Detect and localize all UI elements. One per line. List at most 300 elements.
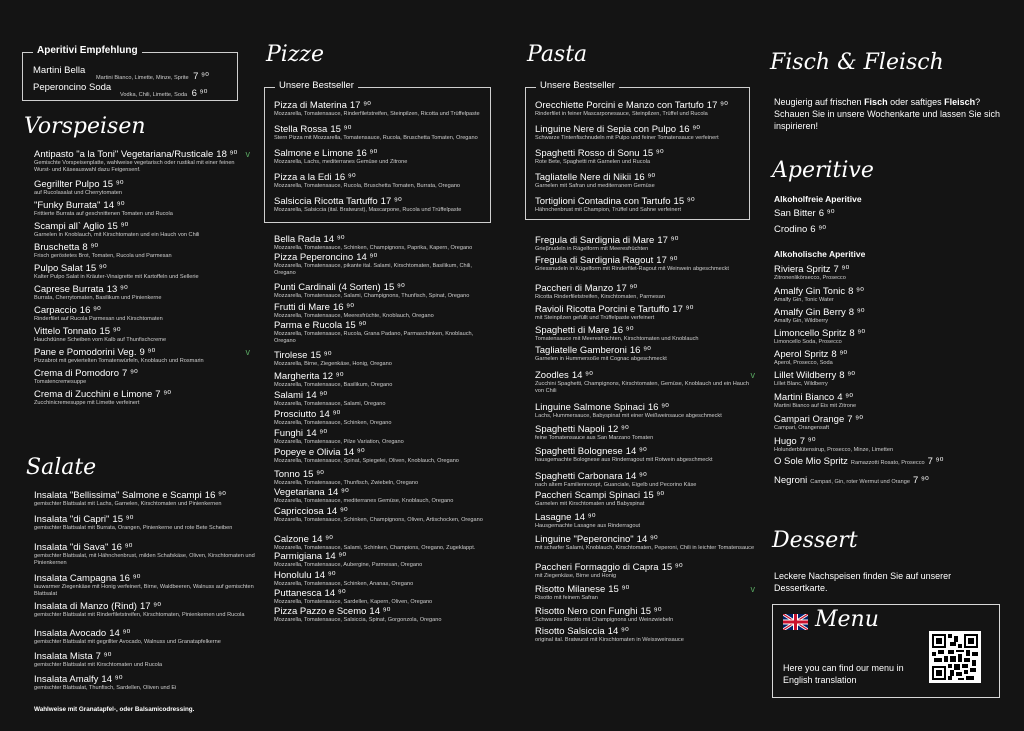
menu-item: [535, 345, 755, 363]
item-desc: Rinderfilet in feiner Mascarponesauce, Steinpilzen, Trüffel und Rucola: [535, 111, 708, 117]
english-menu-title: Menu: [815, 607, 879, 632]
item-desc: Risotto mit feinem Safran: [535, 595, 598, 601]
item-desc: Mozzarella, Birne, Ziegenkäse, Honig, Oregano: [274, 361, 392, 367]
item-name-text: Zoodles: [535, 370, 569, 381]
item-price: 15 ⁹⁰: [310, 350, 332, 361]
item-desc: Campari, Orangensaft: [774, 425, 830, 431]
menu-item: [274, 124, 489, 142]
item-name: [34, 149, 250, 160]
uk-flag-svg: [783, 614, 808, 630]
item-name-text: Insalata "di Capri": [34, 514, 110, 525]
item-price: 15 ⁹⁰: [673, 196, 695, 207]
item-desc: Hauchdünne Scheiben vom Kalb auf Thunfischcreme: [34, 337, 167, 343]
item-name: [535, 325, 755, 336]
item-name-text: "Funky Burrata": [34, 200, 101, 211]
menu-item: [34, 200, 250, 218]
item-desc: Mozzarella, Tomatensauce, Sardellen, Kapern, Oliven, Oregano: [274, 599, 433, 605]
item-desc: Amalfy Gin, Wildberry: [774, 318, 829, 324]
item-name: [34, 490, 256, 501]
menu-item: [274, 588, 494, 606]
aperitivi-box-title: Aperitivi Empfehlung: [33, 45, 142, 56]
item-desc: nach altem Familienrezept, Guanciale, Eigelb und Pecorino Käse: [535, 482, 697, 488]
item-price: 16 ⁹⁰: [119, 573, 141, 584]
menu-item: [274, 371, 494, 389]
menu-item: [34, 221, 250, 239]
item-name: [535, 172, 749, 183]
pizze-bestseller-box: [264, 80, 491, 223]
item-desc: Zucchinicremesuppe mit Limette verfeinert: [34, 400, 140, 406]
item-name: [535, 402, 755, 413]
item-name: [774, 475, 1006, 488]
item-desc: Mozzarella, Tomatensauce, Pilze Variation, Oregano: [274, 439, 404, 445]
item-desc: Burrata, Cherrytomaten, Basilikum und Pinienkerne: [34, 295, 162, 301]
item-desc: Vodka, Chili, Limette, Soda: [120, 92, 188, 98]
item-price: 17 ⁹⁰: [380, 196, 402, 207]
item-price: 15 ⁹⁰: [302, 469, 324, 480]
item-price: 14 ⁹⁰: [323, 234, 345, 245]
item-price: 8 ⁹⁰: [82, 242, 99, 253]
item-desc: Holunderblütensirup, Prosecco, Minze, Limetten: [774, 447, 894, 453]
menu-item: [34, 573, 256, 598]
item-name-text: Orecchiette Porcini e Manzo con Tartufo: [535, 100, 704, 111]
menu-item: [274, 100, 489, 118]
item-desc: gemischter Blattsalat, mit Hähnchenbrust, milden Schafskäse, Oliven, Kirschtomaten und Pinienkernen: [34, 553, 255, 566]
item-desc: Mozzarella, Tomatensauce, Rucola, Bruschetta Tomaten, Burrata, Oregano: [274, 183, 461, 189]
item-desc: Mozzarella, Tomatensauce, Rucola, Grana Padano, Parmaschinken, Knoblauch, Oregano: [274, 331, 474, 344]
menu-item: [535, 471, 755, 489]
item-name-text: Insalata Campagna: [34, 573, 117, 584]
item-name-text: Tagliatelle Gamberoni: [535, 345, 627, 356]
item-desc: Mozzarella, Lachs, mediterranes Gemüse und Zitrone: [274, 159, 408, 165]
item-desc: Mozzarella, Tomatensauce, Salsiccia, Spinat, Gorgonzola, Oregano: [274, 617, 442, 623]
menu-item: [274, 551, 494, 569]
item-name-text: Antipasto "a la Toni" Vegetariana/Rusticale: [34, 149, 214, 160]
menu-item: [34, 347, 250, 365]
item-price: 14 ⁹⁰: [311, 534, 333, 545]
item-name: [774, 224, 1004, 235]
item-name-text: Risotto Milanese: [535, 584, 606, 595]
item-name-text: Risotto Nero con Funghi: [535, 606, 638, 617]
item-desc: Ramazzotti Rosato, Prosecco: [850, 460, 925, 466]
item-desc: Mozzarella, Tomatensauce, Thunfisch, Zwiebeln, Oregano: [274, 480, 419, 486]
item-price: 17 ⁹⁰: [616, 283, 638, 294]
menu-item: [774, 328, 1006, 346]
item-name-text: O Sole Mio Spritz: [774, 456, 848, 467]
item-price: 13 ⁹⁰: [106, 284, 128, 295]
alkoholfrei-title: Alkoholfreie Aperitive: [774, 194, 862, 204]
item-price: 14 ⁹⁰: [103, 200, 125, 211]
item-desc: Griessnudeln in Kügelform mit Rinderfilet-Ragout mit Weinwein abgeschmeckt: [535, 266, 729, 272]
item-price: 7 ⁹⁰: [799, 436, 816, 447]
item-desc: gemischter Blattsalat mit Burrata, Orangen, Pinienkerne und rote Bete Scheiben: [34, 525, 233, 531]
qr-code-svg: [932, 634, 978, 680]
item-desc: Garnelen mit Safran und mediterranem Gemüse: [535, 183, 655, 189]
column-pizze: [264, 0, 496, 731]
item-name: [274, 447, 494, 458]
menu-item: [774, 307, 1006, 325]
item-name-text: Insalata Avocado: [34, 628, 107, 639]
item-price: 17 ⁹⁰: [139, 601, 162, 612]
item-price: 15 ⁹⁰: [107, 221, 129, 232]
item-name: [274, 390, 494, 401]
menu-item: [34, 179, 250, 197]
item-name-text: Spaghetti Napoli: [535, 424, 605, 435]
menu-item: [535, 196, 749, 214]
item-name: [274, 570, 494, 581]
menu-item: [535, 512, 755, 530]
item-name-text: Punti Cardinali (4 Sorten): [274, 282, 381, 293]
item-name: [34, 305, 250, 316]
item-price: 14 ⁹⁰: [607, 626, 629, 637]
item-name-text: Vittelo Tonnato: [34, 326, 97, 337]
item-name: [34, 542, 256, 553]
item-desc: Zucchini Spaghetti, Champignons, Kirschtomaten, Gemüse, Knoblauch und ein Hauch von Chili: [535, 381, 749, 394]
menu-item: [274, 252, 494, 277]
item-desc: Zitronenlikörsecco, Prosecco: [774, 275, 846, 281]
item-name-text: Linguine Nere di Sepia con Pulpo: [535, 124, 677, 135]
item-name: [34, 326, 250, 337]
item-name: [274, 100, 489, 111]
item-desc: hausgemachte Bolognese aus Rinderragout mit Rotwein abgeschmeckt: [535, 457, 713, 463]
item-name: [34, 200, 250, 211]
item-desc: Mozzarella, Tomatensauce, Schinken, Ananas, Oregano: [274, 581, 414, 587]
item-name-text: Gegrillter Pulpo: [34, 179, 100, 190]
item-desc: Mozzarella, Tomatensauce, Rinderfiletstreifen, Steinpilzen, Ricotta und Trüffelpaste: [274, 111, 480, 117]
item-name-text: Lasagne: [535, 512, 572, 523]
item-price: 8 ⁹⁰: [849, 328, 866, 339]
item-desc: Hähnchenbrust mit Champion, Trüffel und Sahne verfeinert: [535, 207, 682, 213]
item-name: [34, 389, 250, 400]
menu-item: [535, 148, 749, 166]
item-name: [535, 471, 755, 482]
item-name: [535, 304, 755, 315]
item-name: [774, 436, 1006, 447]
item-price: 16 ⁹⁰: [679, 124, 701, 135]
item-price: 16 ⁹⁰: [629, 345, 651, 356]
item-name: [274, 124, 489, 135]
item-price: 14 ⁹⁰: [101, 674, 123, 685]
menu-item: [535, 402, 755, 420]
item-name: [34, 651, 256, 662]
item-name-text: Salmone e Limone: [274, 148, 354, 159]
menu-item: [274, 506, 494, 524]
item-price: 16 ⁹⁰: [634, 172, 656, 183]
item-name-text: Pizza a la Edi: [274, 172, 332, 183]
item-name-text: Paccheri di Manzo: [535, 283, 614, 294]
item-name: [34, 573, 256, 584]
item-name-text: Spaghetti Rosso di Sonu: [535, 148, 640, 159]
item-name: [274, 487, 494, 498]
item-name-text: Tagliatelle Nere di Nikii: [535, 172, 632, 183]
item-desc: gemischter Blattsalat mit gegrillter Avocado, Walnuss und Granatapfelkerne: [34, 639, 221, 645]
item-desc: Aperol, Prosecco, Soda: [774, 360, 833, 366]
item-price: 7 ⁹⁰: [927, 456, 944, 467]
item-name-text: Pulpo Salat: [34, 263, 83, 274]
item-name: [774, 208, 1004, 219]
item-desc: Gemischte Vorspeisenplatte, wahlweise vegetarisch oder rustikal mit einer feinen Wurst- und Käseauswahl dazu Feigensenf.: [34, 160, 235, 173]
item-price: 17 ⁹⁰: [657, 235, 679, 246]
item-desc: Mozzarella, Salsiccia (ital. Bratwurst), Mascarpone, Rucola und Trüffelpaste: [274, 207, 462, 213]
item-name-text: Crema di Pomodoro: [34, 368, 120, 379]
fisch-fleisch-text: [774, 96, 1006, 132]
english-menu-text[interactable]: Here you can find our menu in English translation: [783, 663, 904, 685]
item-name-text: San Bitter: [774, 208, 816, 219]
item-price: 12 ⁹⁰: [607, 424, 629, 435]
item-price: 17 ⁹⁰: [706, 100, 728, 111]
item-price: 15 ⁹⁰: [661, 562, 683, 573]
item-name: [274, 371, 494, 382]
item-name-text: Campari Orange: [774, 414, 845, 425]
item-name: [274, 196, 489, 207]
item-price: 16 ⁹⁰: [647, 402, 669, 413]
vegetarian-icon: v: [245, 149, 250, 159]
item-price: 7 ⁹⁰: [193, 71, 209, 82]
item-name-text: Calzone: [274, 534, 309, 545]
item-price: 14 ⁹⁰: [625, 471, 647, 482]
item-name-text: Caprese Burrata: [34, 284, 104, 295]
menu-item: [34, 628, 256, 646]
item-name-text: Spaghetti di Mare: [535, 325, 610, 336]
item-price: 15 ⁹⁰: [99, 326, 121, 337]
item-price: 14 ⁹⁰: [306, 428, 328, 439]
item-desc: Rinderfilet auf Rucola Parmesan und Kirschtomaten: [34, 316, 163, 322]
item-name: [34, 601, 256, 612]
item-price: 14 ⁹⁰: [356, 252, 378, 263]
item-desc: Limoncello Soda, Prosecco: [774, 339, 842, 345]
menu-item: [274, 350, 494, 368]
item-name: [535, 490, 755, 501]
item-desc: Mozzarella, Tomatensauce, Spinat, Spiegelei, Oliven, Knoblauch, Oregano: [274, 458, 459, 464]
item-price: 14 ⁹⁰: [343, 447, 365, 458]
section-title-pasta: Pasta: [527, 42, 588, 67]
item-price: 7 ⁹⁰: [95, 651, 112, 662]
item-price: 15 ⁹⁰: [608, 584, 630, 595]
item-name: [34, 628, 256, 639]
item-name-text: Puttanesca: [274, 588, 322, 599]
salate-footer: Wahlweise mit Granatapfel-, oder Balsamicodressing.: [34, 706, 195, 713]
item-name-text: Popeye e Olivia: [274, 447, 341, 458]
item-desc: Mozzarella, Tomatensauce, Basilikum, Oregano: [274, 382, 393, 388]
item-name-text: Spaghetti Carbonara: [535, 471, 623, 482]
section-title-dessert: Dessert: [772, 528, 858, 553]
item-name-text: Ravioli Ricotta Porcini e Tartuffo: [535, 304, 670, 315]
vegetarian-icon: v: [750, 584, 755, 594]
qr-code-icon[interactable]: [929, 631, 981, 683]
item-name-text: Amalfy Gin Berry: [774, 307, 846, 318]
menu-item: [535, 172, 749, 190]
item-price: 14 ⁹⁰: [319, 409, 341, 420]
item-desc: Ricotta Rinderfiletstreifen, Kirschtomaten, Parmesan: [535, 294, 665, 300]
item-name: [774, 264, 1006, 275]
item-desc: Schwarzes Risotto mit Champignons und Weinzwiebeln: [535, 617, 674, 623]
menu-item: [535, 124, 749, 142]
section-title-pizze: Pizze: [266, 42, 325, 67]
item-desc: gemischter Blattsalat mit Kirschtomaten und Rucola: [34, 662, 163, 668]
item-name: [535, 235, 755, 246]
item-name-text: Salami: [274, 390, 304, 401]
menu-item: [34, 542, 256, 567]
item-price: 4 ⁹⁰: [837, 392, 854, 403]
menu-item: [535, 626, 755, 644]
item-price: 17 ⁹⁰: [672, 304, 694, 315]
menu-item: [274, 570, 494, 588]
section-title-aperitive: Aperitive: [772, 158, 874, 183]
text-part: ? Schauen Sie in unsere Wochenkarte und lassen Sie sich inspirieren!: [774, 97, 1000, 131]
item-name: [274, 428, 494, 439]
item-price: 14 ⁹⁰: [109, 628, 131, 639]
menu-item: [535, 534, 755, 552]
item-name: Peperoncino Soda: [33, 82, 112, 93]
vegetarian-icon: v: [245, 347, 250, 357]
item-price: 9 ⁹⁰: [139, 347, 156, 358]
item-name: [535, 534, 755, 545]
item-desc: mit Ziegenkäse, Birne und Honig: [535, 573, 617, 579]
item-name: [274, 148, 489, 159]
item-name: [535, 584, 755, 595]
item-desc: Frittierte Burrata auf geschnittenen Tomaten und Rucola: [34, 211, 173, 217]
item-price: 15 ⁹⁰: [640, 606, 662, 617]
menu-item: [774, 370, 1006, 388]
item-price: 15 ⁹⁰: [112, 514, 134, 525]
item-name-text: Stella Rossa: [274, 124, 328, 135]
item-name-text: Parma e Rucola: [274, 320, 343, 331]
item-name: [34, 347, 250, 358]
menu-item: [774, 224, 1004, 235]
item-name: [535, 424, 755, 435]
item-desc: original ital. Bratwurst mit Kirschtomaten in Weissweinsauce: [535, 637, 684, 643]
menu-item: [274, 234, 494, 252]
item-name-text: Insalata "Bellissima" Salmone e Scampi: [34, 490, 202, 501]
menu-item: [274, 320, 494, 345]
item-price: 17 ⁹⁰: [656, 255, 678, 266]
item-name-text: Fregula di Sardignia Ragout: [535, 255, 654, 266]
menu-item: [34, 674, 256, 692]
item-desc: Mozzarella, Tomatensauce, Schinken, Champignons, Oliven, Artischocken, Oregano: [274, 517, 483, 523]
item-price: 15 ⁹⁰: [345, 320, 367, 331]
menu-item: [274, 172, 489, 190]
menu-item: [535, 584, 755, 602]
item-desc: Kalter Pulpo Salat in Kräuter-Vinaigrette mit Kartoffeln und Sellerie: [34, 274, 199, 280]
item-name-text: Salsiccia Ricotta Tartuffo: [274, 196, 378, 207]
item-name-text: Pizza Peperoncino: [274, 252, 354, 263]
item-price: 15 ⁹⁰: [642, 148, 664, 159]
menu-item: [34, 368, 250, 386]
menu-item: [274, 606, 494, 624]
menu-item: [274, 409, 494, 427]
item-name-text: Fregula di Sardignia di Mare: [535, 235, 655, 246]
text-highlight-fleisch: Fleisch: [944, 97, 976, 107]
item-price: 16 ⁹⁰: [334, 172, 356, 183]
item-name: [274, 534, 494, 545]
item-name: [34, 263, 250, 274]
item-price: 14 ⁹⁰: [326, 506, 348, 517]
item-name: [774, 456, 1006, 469]
item-name: [274, 551, 494, 562]
item-desc: Lachs, Hummersauce, Babyspinat mit einer Weißweinsauce abgeschmeckt: [535, 413, 722, 419]
item-name: [274, 350, 494, 361]
section-title-salate: Salate: [26, 455, 97, 480]
item-name-text: Linguine Salmone Spinaci: [535, 402, 645, 413]
item-price: 18 ⁹⁰: [216, 149, 238, 160]
item-name-text: Negroni: [774, 475, 808, 486]
text-part: Neugierig auf frischen: [774, 97, 865, 107]
item-name: [34, 368, 250, 379]
item-name: [274, 588, 494, 599]
item-name-text: Capricciosa: [274, 506, 324, 517]
pasta-bestseller-box: [525, 80, 750, 220]
item-name-text: Risotto Salsiccia: [535, 626, 605, 637]
item-price: 16 ⁹⁰: [204, 490, 226, 501]
menu-item: [774, 264, 1006, 282]
menu-item: [274, 428, 494, 446]
menu-item: [774, 456, 1006, 469]
menu-item: [535, 490, 755, 508]
menu-item: [535, 446, 755, 464]
menu-item: [774, 392, 1006, 410]
item-name-text: Insalata Mista: [34, 651, 93, 662]
menu-item: [535, 325, 755, 343]
menu-item: [535, 562, 755, 580]
item-name: [274, 234, 494, 245]
item-name-text: Funghi: [274, 428, 304, 439]
bestseller-box-title: Unsere Bestseller: [536, 80, 619, 91]
item-desc: gemischter Blattsalat, Thunfisch, Sardellen, Oliven und Ei: [34, 685, 177, 691]
item-name-text: Insalata "di Sava": [34, 542, 109, 553]
item-name-text: Honolulu: [274, 570, 312, 581]
item-price: 14 ⁹⁰: [625, 446, 647, 457]
uk-flag-icon: [783, 614, 808, 630]
item-desc: Campari, Gin, roter Wermut und Orange: [810, 479, 910, 485]
item-name-text: Frutti di Mare: [274, 302, 330, 313]
item-name: [535, 562, 755, 573]
menu-item: [535, 255, 755, 273]
item-desc: Mozzarella, Tomatensauce, pikante ital. Salami, Kirschtomaten, Basilikum, Chili, Oregano: [274, 263, 472, 276]
item-name: [274, 172, 489, 183]
item-name: [774, 349, 1006, 360]
menu-item: [274, 302, 494, 320]
item-name: [274, 409, 494, 420]
item-price: 15 ⁹⁰: [643, 490, 665, 501]
item-price: 15 ⁹⁰: [102, 179, 124, 190]
dessert-text: Leckere Nachspeisen finden Sie auf unserer Dessertkarte.: [774, 571, 952, 593]
menu-item: [535, 370, 755, 395]
item-name: Martini Bella: [33, 65, 86, 76]
item-desc: Lillet Blanc, Wildberry: [774, 381, 828, 387]
item-name: [535, 446, 755, 457]
item-name-text: Linguine "Peperoncino": [535, 534, 634, 545]
item-price: 14 ⁹⁰: [306, 390, 328, 401]
item-name: [34, 514, 256, 525]
item-price: 14 ⁹⁰: [314, 570, 336, 581]
menu-item: [274, 534, 494, 552]
item-name: [535, 196, 749, 207]
item-price: 6 ⁹⁰: [810, 224, 827, 235]
item-desc: Martini Bianco auf Eis mit Zitrone: [774, 403, 857, 409]
section-title-vorspeisen: Vorspeisen: [24, 114, 146, 139]
item-name: [34, 179, 250, 190]
menu-item: [34, 284, 250, 302]
item-price: 14 ⁹⁰: [574, 512, 596, 523]
item-price: 16 ⁹⁰: [612, 325, 634, 336]
item-name: [774, 307, 1006, 318]
item-name-text: Martini Bianco: [774, 392, 835, 403]
menu-item: [34, 514, 256, 532]
item-name-text: Amalfy Gin Tonic: [774, 286, 846, 297]
menu-item: [535, 283, 755, 301]
item-desc: Mozzarella, Tomatensauce, Salami, Champignons, Thunfisch, Spinat, Oregano: [274, 293, 470, 299]
menu-item: [774, 475, 1006, 488]
item-desc: Mozzarella, Tomatensauce, Salami, Schinken, Champions, Oregano, Zugeklappt.: [274, 545, 476, 551]
